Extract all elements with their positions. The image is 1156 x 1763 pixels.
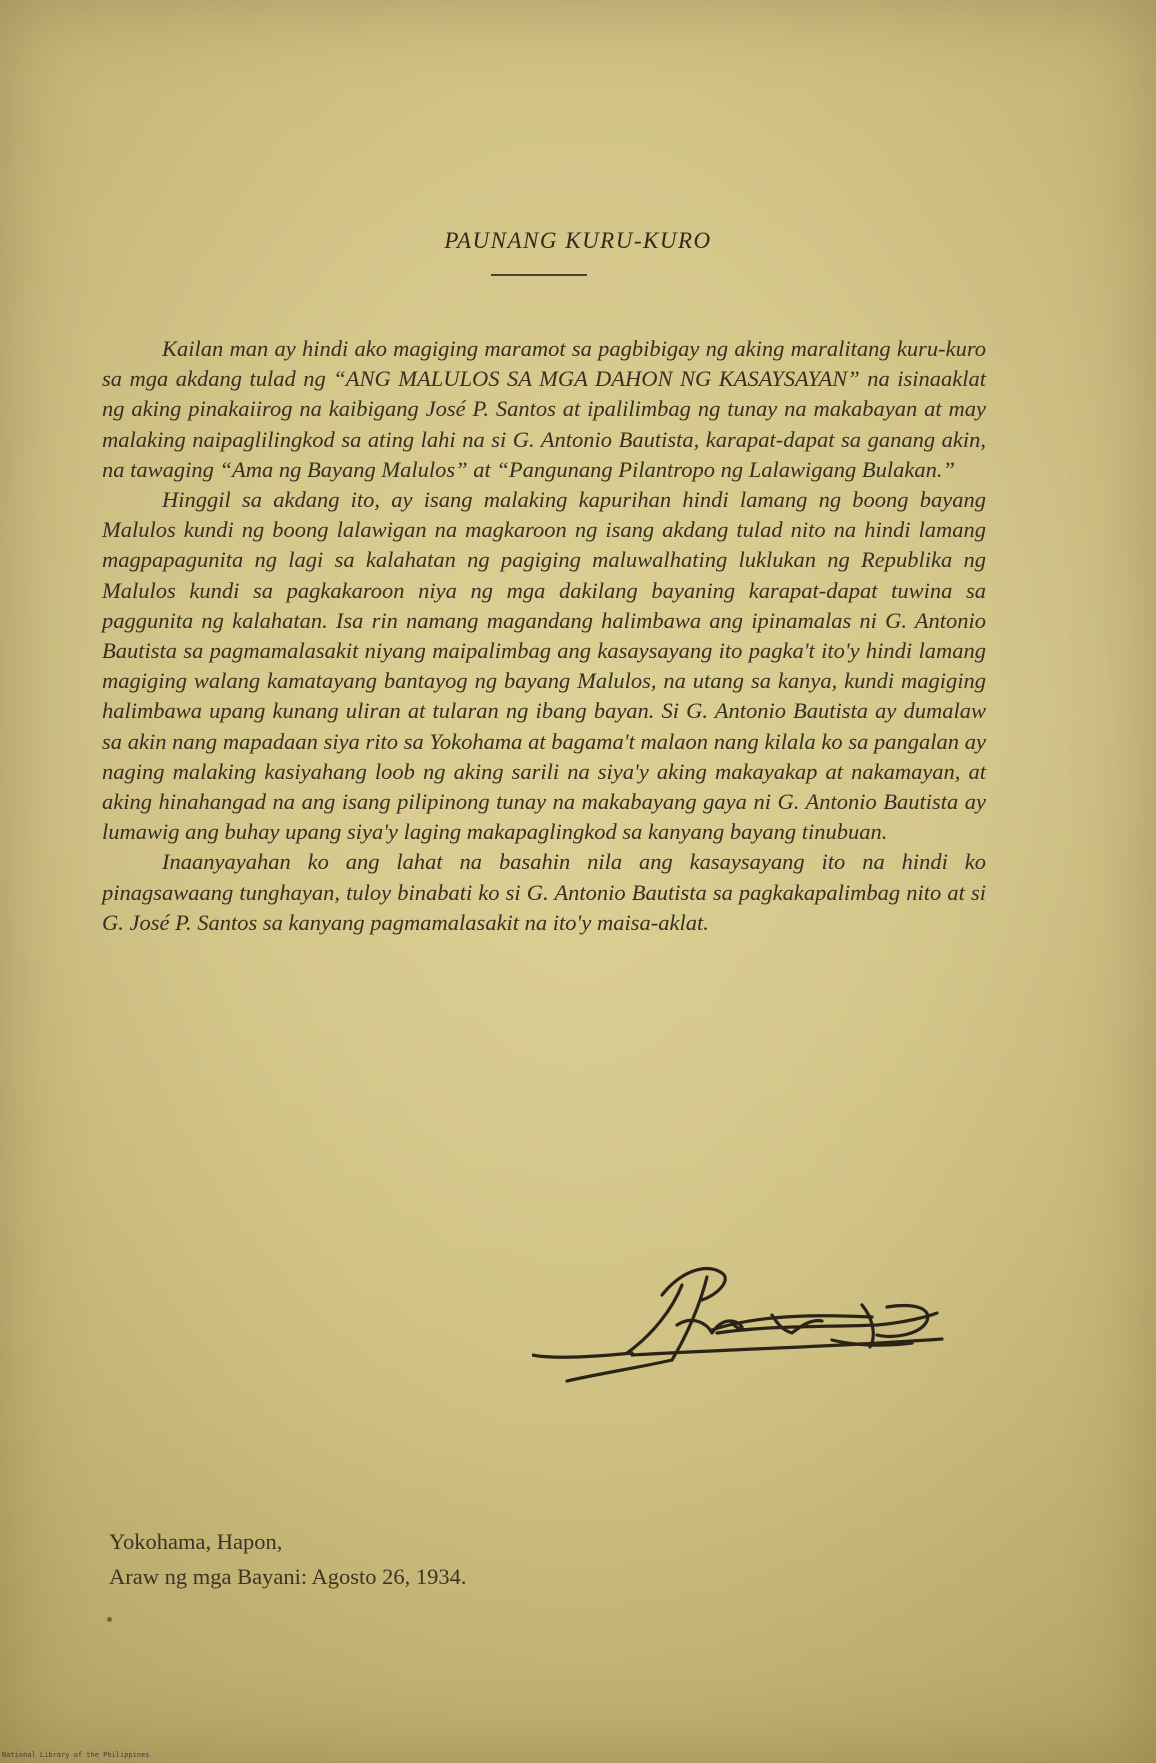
handwritten-signature: [532, 1255, 972, 1395]
preface-body: [102, 334, 986, 938]
page-title: PAUNANG KURU-KURO: [444, 228, 712, 253]
closing-place: Yokohama, Hapon,: [109, 1529, 283, 1554]
paragraph-1: Kailan man ay hindi ako magiging maramot sa pagbibigay ng aking maralitang kuru-kuro sa mga akdang tulad ng “ANG MALULOS SA MGA DAHON NG KASAYSAYAN” na isinaaklat ng aking pinakaiirog na kaibigang José P. Santos at ipalilimbag ng tunay na makabayan at may malaking naipaglilingkod sa ating lahi na si G. Antonio Bautista, karapat-dapat sa ganang akin, na tawaging “Ama ng Bayang Malulos” at “Pangunang Pilantropo ng Lalawigang Bulakan.”: [102, 336, 986, 482]
footer-credit: National Library of the Philippines: [2, 1751, 150, 1759]
paper-speck: [107, 1617, 112, 1622]
title-underline: [491, 274, 587, 276]
closing-date: Araw ng mga Bayani: Agosto 26, 1934.: [109, 1564, 467, 1589]
paragraph-2: Hinggil sa akdang ito, ay isang malaking kapurihan hindi lamang ng boong bayang Malulos kundi ng boong lalawigan na magkaroon ng isang akdang tulad nito na hindi lamang magpapagunita ng lagi sa kalahatan ng pagiging maluwalhating luklukan ng Republika ng Malulos kundi sa pagkakaroon niya ng mga dakilang bayaning karapat-dapat tuwina sa paggunita ng kalahatan. Isa rin namang magandang halimbawa ang ipinamalas ni G. Antonio Bautista sa pagmamalasakit niyang maipalimbag ang kasaysayang ito pagka't ito'y hindi lamang magiging walang kamatayang bantayog ng bayang Malulos, na utang sa kanya, kundi magiging halimbawa upang kunang uliran at tularan ng ibang bayan. Si G. Antonio Bautista ay dumalaw sa akin nang mapadaan siya rito sa Yokohama at bagama't malaon nang kilala ko sa pangalan ay naging malaking kasiyahang loob ng aking sarili na siya'y aking makayakap at nakamayan, at aking hinahangad na ang isang pilipinong tunay na makabayang gaya ni G. Antonio Bautista ay lumawig ang buhay upang siya'y laging makapaglingkod sa kanyang bayang tinubuan.: [102, 487, 986, 845]
closing-block: [109, 1524, 466, 1594]
paragraph-3: Inaanyayahan ko ang lahat na basahin nila ang kasaysayang ito na hindi ko pinagsawaang tunghayan, tuloy binabati ko si G. Antonio Bautista sa pagkakapalimbag nito at si G. José P. Santos sa kanyang pagmamalasakit na ito'y maisa-aklat.: [102, 849, 986, 935]
